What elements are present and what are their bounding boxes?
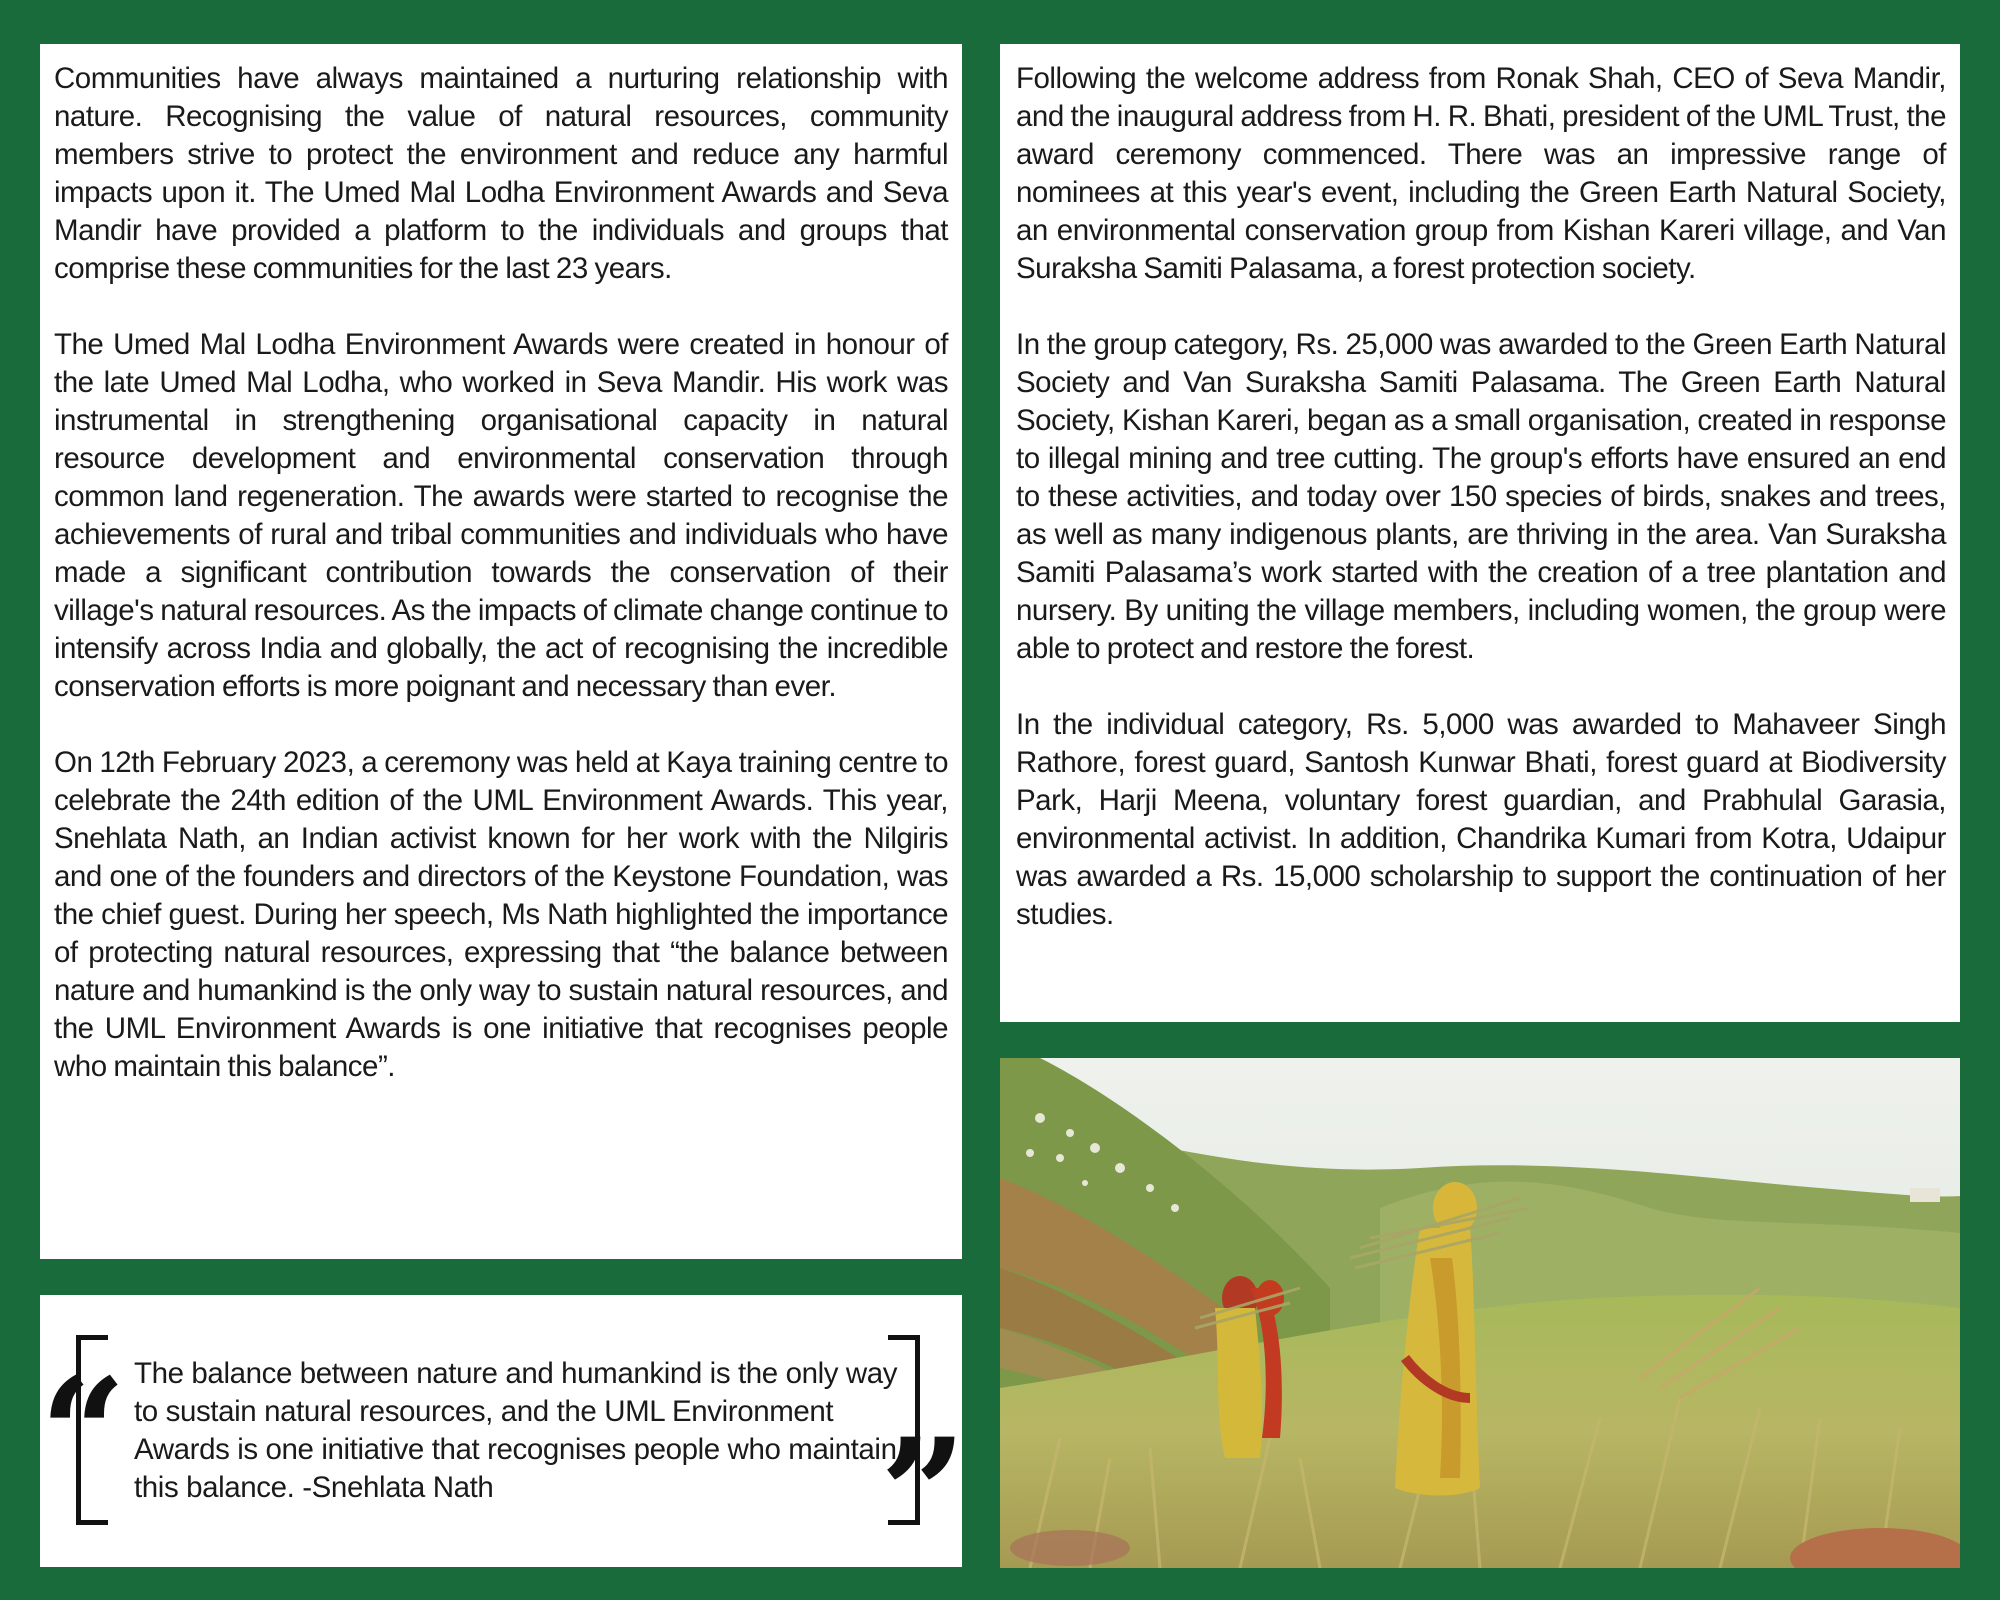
close-quote-icon: ” xyxy=(880,1406,967,1582)
paragraph-individual-category: In the individual category, Rs. 5,000 was awarded to Mahaveer Singh Rathore, forest guard, Santosh Kunwar Bhati, forest guard at Biodiversity Park, Harji Meena, voluntary forest guardian, and Prabhulal Garasia, environmental activist. In addition, Chandrika Kumari from Kotra, Udaipur was awarded a Rs. 15,000 scholarship to support the continuation of her studies. xyxy=(1016,708,1946,931)
paragraph-intro: Communities have always maintained a nurturing relationship with nature. Recognising the value of natural resources, community members strive to protect the environment and reduce any harmful impacts upon it. The Umed Mal Lodha Environment Awards and Seva Mandir have provided a platform to the individuals and groups that comprise these communities for the last 23 years. xyxy=(54,62,948,285)
pull-quote-panel xyxy=(40,1295,967,1582)
paragraph-group-category: In the group category, Rs. 25,000 was awarded to the Green Earth Natural Society and Van Suraksha Samiti Palasama. The Green Earth Natural Society, Kishan Kareri, began as a small organisation, created in response to illegal mining and tree cutting. The group's efforts have ensured an end to these activities, and today over 150 species of birds, snakes and trees, as well as many indigenous plants, are thriving in the area. Van Suraksha Samiti Palasama’s work started with the creation of a tree plantation and nursery. By uniting the village members, including women, the group were able to protect and restore the forest. xyxy=(1016,328,1946,665)
pull-quote-text: The balance between nature and humankind is the only way to sustain natural resources, and the UML Environment Awards is one initiative that recognises people who maintain this balance. -Snehlata Nath xyxy=(134,1357,898,1504)
photo-women-carrying-grass-icon xyxy=(1000,1058,1960,1568)
left-text-panel xyxy=(40,44,962,1259)
paragraph-ceremony: On 12th February 2023, a ceremony was held at Kaya training centre to celebrate the 24th edition of the UML Environment Awards. This year, Snehlata Nath, an Indian activist known for her work with the Nilgiris and one of the founders and directors of the Keystone Foundation, was the chief guest. During her speech, Ms Nath highlighted the importance of protecting natural resources, expressing that “the balance between nature and humankind is the only way to sustain natural resources, and the UML Environment Awards is one initiative that recognises people who maintain this balance”. xyxy=(54,746,948,1083)
right-text-panel xyxy=(1000,44,1960,1022)
paragraph-welcome: Following the welcome address from Ronak Shah, CEO of Seva Mandir, and the inaugural address from H. R. Bhati, president of the UML Trust, the award ceremony commenced. There was an impressive range of nominees at this year's event, including the Green Earth Natural Society, an environmental conservation group from Kishan Kareri village, and Van Suraksha Samiti Palasama, a forest protection society. xyxy=(1016,62,1946,285)
open-quote-icon: “ xyxy=(40,1346,127,1522)
hillside-photo xyxy=(1000,1058,1960,1568)
paragraph-awards-history: The Umed Mal Lodha Environment Awards were created in honour of the late Umed Mal Lodha, who worked in Seva Mandir. His work was instrumental in strengthening organisational capacity in natural resource development and environmental conservation through common land regeneration. The awards were started to recognise the achievements of rural and tribal communities and individuals who have made a significant contribution towards the conservation of their village's natural resources. As the impacts of climate change continue to intensify across India and globally, the act of recognising the incredible conservation efforts is more poignant and necessary than ever. xyxy=(54,328,948,703)
